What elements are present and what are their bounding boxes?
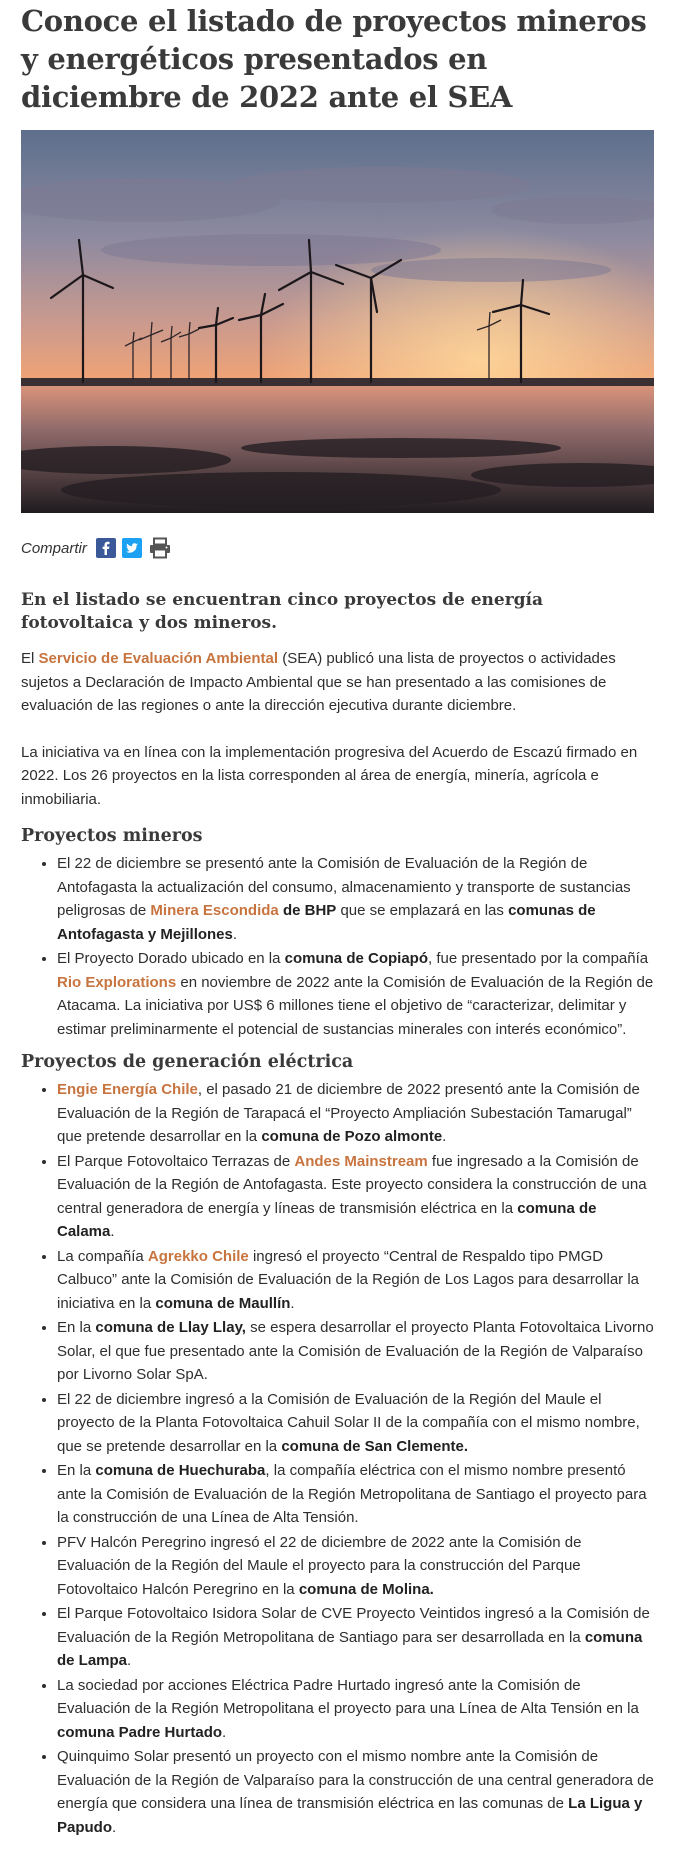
power-list bbox=[21, 1078, 654, 1839]
item-bold: comuna de Calama bbox=[57, 1199, 597, 1240]
wind-turbines-sunset-icon bbox=[21, 130, 654, 513]
facebook-icon[interactable] bbox=[95, 537, 117, 559]
intro-text-start: El bbox=[21, 650, 39, 667]
rio-explorations-link[interactable]: Rio Explorations bbox=[57, 973, 177, 991]
share-bar bbox=[21, 535, 654, 561]
item-text: . bbox=[290, 1294, 295, 1312]
agrekko-link[interactable]: Agrekko Chile bbox=[147, 1247, 249, 1265]
list-item bbox=[57, 1531, 654, 1602]
item-bold: comunas de Antofagasta y Mejillones bbox=[57, 902, 596, 943]
print-icon[interactable] bbox=[147, 537, 173, 559]
hero-image bbox=[21, 130, 654, 513]
item-bold: comuna de Pozo almonte bbox=[261, 1128, 443, 1145]
item-bold: comuna de Llay Llay, bbox=[95, 1319, 246, 1336]
list-item bbox=[57, 1150, 654, 1244]
intro-paragraph bbox=[21, 647, 654, 718]
item-text: en noviembre de 2022 ante la Comisión de Evaluación de la Región de Atacama. La iniciativa por US$ 6 millones tiene el objetivo de “caracterizar, delimitar y estimar preliminarmente el potencial de sustancias minerales con interés económico”. bbox=[57, 973, 654, 1038]
list-item bbox=[57, 1316, 654, 1387]
list-item bbox=[57, 1459, 654, 1530]
andes-mainstream-link[interactable]: Andes Mainstream bbox=[294, 1152, 428, 1170]
item-text: El Proyecto Dorado ubicado en la bbox=[57, 950, 285, 967]
item-bold: comuna de Lampa bbox=[57, 1628, 643, 1669]
item-text: El 22 de diciembre se presentó ante la Comisión de Evaluación de la Región de Antofagasta la actualización del consumo, almacenamiento y transporte de sustancias peligrosas de bbox=[57, 855, 631, 919]
item-bold: comuna de Maullín bbox=[155, 1294, 291, 1312]
item-text: Quinquimo Solar presentó un proyecto con el mismo nombre ante la Comisión de Evaluación de la Región de Valparaíso para la construcción de una central generadora de energía que considera una línea de transmisión eléctrica en las comunas de bbox=[57, 1748, 654, 1812]
item-text: , la compañía eléctrica con el mismo nombre presentó ante la Comisión de Evaluación de la Región Metropolitana de Santiago el proyecto para la construcción de una Línea de Alta Tensión. bbox=[57, 1462, 647, 1526]
item-text: . bbox=[222, 1723, 227, 1741]
item-text: . bbox=[110, 1223, 115, 1240]
engie-link[interactable]: Engie Energía Chile bbox=[57, 1081, 198, 1098]
minera-escondida-link[interactable]: Minera Escondida bbox=[150, 902, 279, 919]
item-bold: comuna de San Clemente. bbox=[281, 1437, 469, 1455]
item-text: El 22 de diciembre ingresó a la Comisión de Evaluación de la Región del Maule el proyecto de la Planta Fotovoltaica Cahuil Solar II de la compañía con el mismo nombre, que se pretende desarrollar en la bbox=[57, 1390, 640, 1455]
item-text: . bbox=[127, 1652, 132, 1669]
item-text: La sociedad por acciones Eléctrica Padre Hurtado ingresó ante la Comisión de Evaluación de la Región Metropolitana el proyecto para una Línea de Alta Tensión en la bbox=[57, 1676, 639, 1717]
escazu-paragraph: La iniciativa va en línea con la implementación progresiva del Acuerdo de Escazú firmado en 2022. Los 26 proyectos en la lista corresponden al área de energía, minería, agrícola e inmobiliaria. bbox=[21, 743, 638, 808]
list-item bbox=[57, 1245, 654, 1316]
mining-list bbox=[21, 852, 654, 1041]
list-item bbox=[57, 947, 654, 1041]
intro-text-end: (SEA) publicó una lista de proyectos o actividades sujetos a Declaración de Impacto Ambiental que se han presentado a las comisiones de evaluación de las regiones o ante la dirección ejecutiva durante diciembre. bbox=[21, 650, 616, 714]
item-text: . bbox=[232, 925, 238, 943]
item-bold: comuna de Huechuraba bbox=[95, 1462, 266, 1479]
list-item bbox=[57, 1078, 654, 1149]
item-text: que se emplazará en las bbox=[336, 902, 509, 919]
twitter-icon[interactable] bbox=[121, 537, 143, 559]
item-text: PFV Halcón Peregrino ingresó el 22 de diciembre de 2022 ante la Comisión de Evaluación de la Región del Maule el proyecto para la construcción del Parque Fotovoltaico Halcón Peregrino en la bbox=[57, 1533, 582, 1598]
article-title: Conoce el listado de proyectos mineros y energéticos presentados en diciembre de 2022 ante el SEA bbox=[21, 4, 647, 114]
item-text: se espera desarrollar el proyecto Planta Fotovoltaica Livorno Solar, el que fue presentado ante la Comisión de Evaluación de la Región de Valparaíso por Livorno Solar SpA. bbox=[57, 1319, 654, 1383]
item-text: El Parque Fotovoltaico Isidora Solar de CVE Proyecto Veintidos ingresó a la Comisión de Evaluación de la Región Metropolitana de Santiago para ser desarrollada en la bbox=[57, 1605, 650, 1646]
item-text: El Parque Fotovoltaico Terrazas de bbox=[57, 1152, 295, 1170]
list-item bbox=[57, 852, 654, 946]
item-bold: de BHP bbox=[278, 902, 337, 919]
power-heading: Proyectos de generación eléctrica bbox=[21, 1052, 354, 1072]
list-item bbox=[57, 1388, 654, 1459]
item-text: . bbox=[442, 1128, 447, 1145]
list-item bbox=[57, 1674, 654, 1745]
item-text: ingresó el proyecto “Central de Respaldo tipo PMGD Calbuco” ante la Comisión de Evaluación de la Región de Los Lagos para desarrollar la iniciativa en la bbox=[57, 1247, 640, 1312]
sea-link[interactable]: Servicio de Evaluación Ambiental bbox=[38, 650, 279, 667]
item-text: La compañía bbox=[57, 1247, 148, 1265]
mining-heading: Proyectos mineros bbox=[21, 826, 203, 846]
list-item bbox=[57, 1745, 654, 1839]
item-text: . bbox=[112, 1818, 117, 1836]
item-text: fue ingresado a la Comisión de Evaluación de la Región de Antofagasta. Este proyecto considera la construcción de una central generadora de energía y líneas de transmisión eléctrica en la bbox=[57, 1152, 647, 1217]
item-text: , fue presentado por la compañía bbox=[427, 950, 649, 967]
item-text: En la bbox=[57, 1462, 96, 1479]
item-bold: La Ligua y Papudo bbox=[57, 1795, 643, 1836]
item-bold: comuna de Copiapó bbox=[284, 950, 428, 967]
item-text: En la bbox=[57, 1319, 96, 1336]
item-bold: comuna Padre Hurtado bbox=[57, 1723, 223, 1741]
item-text: , el pasado 21 de diciembre de 2022 presentó ante la Comisión de Evaluación de la Región de Tarapacá el “Proyecto Ampliación Subestación Tamarugal” que pretende desarrollar en la bbox=[57, 1081, 640, 1145]
article-lead: En el listado se encuentran cinco proyectos de energía fotovoltaica y dos mineros. bbox=[21, 590, 544, 633]
item-bold: comuna de Molina. bbox=[298, 1580, 434, 1598]
list-item bbox=[57, 1602, 654, 1673]
share-label: Compartir bbox=[21, 539, 87, 557]
